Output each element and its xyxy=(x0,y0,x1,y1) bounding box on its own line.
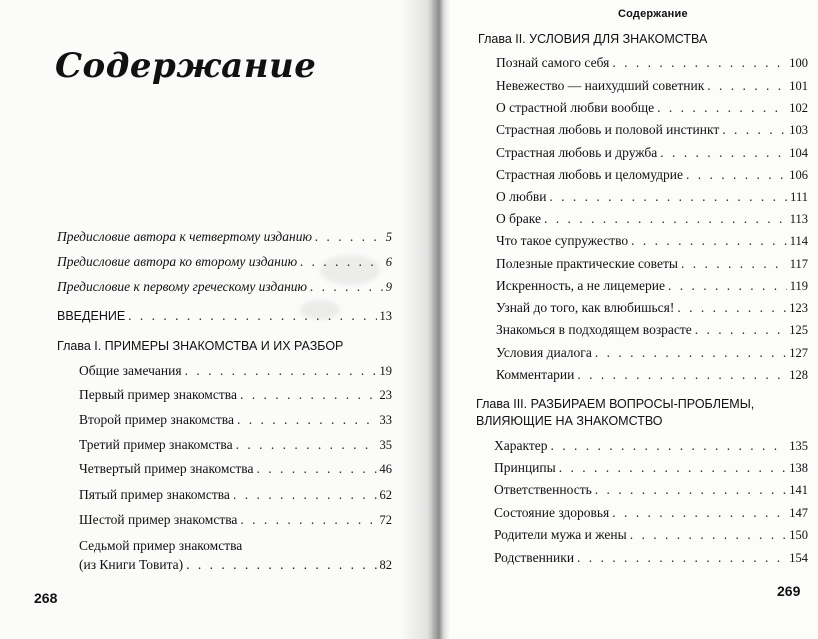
toc-entry[interactable] xyxy=(79,387,392,403)
toc-entry-page: 62 xyxy=(379,488,392,502)
book-gutter-shadow xyxy=(400,0,450,639)
toc-entry[interactable] xyxy=(79,437,392,453)
toc-entry-title: Ответственность xyxy=(494,482,592,497)
toc-entry[interactable] xyxy=(79,487,392,503)
toc-entry-title: Искренность, а не лицемерие xyxy=(496,278,666,293)
toc-entry-multiline[interactable] xyxy=(79,536,392,575)
toc-entry-page: 9 xyxy=(385,280,392,294)
toc-leader xyxy=(559,460,787,476)
toc-entry[interactable] xyxy=(79,461,392,477)
toc-entry-page: 113 xyxy=(789,212,808,226)
toc-leader xyxy=(707,78,786,94)
toc-entry[interactable] xyxy=(496,367,808,383)
toc-entry-title: Общие замечания xyxy=(79,363,182,378)
toc-entry-page: 19 xyxy=(379,364,392,378)
toc-entry[interactable] xyxy=(496,167,808,183)
toc-entry-page: 100 xyxy=(789,56,808,70)
toc-leader xyxy=(240,387,377,403)
toc-entry-page: 13 xyxy=(379,309,392,323)
toc-entry-page: 23 xyxy=(379,388,392,402)
toc-entry[interactable] xyxy=(494,438,808,454)
toc-entry-introduction[interactable] xyxy=(57,308,392,324)
toc-entry-page: 6 xyxy=(385,255,392,269)
toc-leader xyxy=(185,363,377,379)
toc-leader xyxy=(686,167,786,183)
toc-entry-title: Страстная любовь и целомудрие xyxy=(496,167,683,182)
toc-entry-title: Четвертый пример знакомства xyxy=(79,461,254,476)
toc-entry-title: Предисловие автора к четвертому изданию xyxy=(57,229,312,244)
right-page xyxy=(432,0,818,639)
toc-entry[interactable] xyxy=(494,550,808,566)
toc-leader xyxy=(681,256,787,272)
toc-entry-title: Третий пример знакомства xyxy=(79,437,233,452)
toc-entry-title: О страстной любви вообще xyxy=(496,100,655,115)
toc-leader xyxy=(612,505,786,521)
toc-entry-title: Комментарии xyxy=(496,367,575,382)
toc-entry-page: 46 xyxy=(379,462,392,476)
toc-entry-title: Предисловие автора ко второму изданию xyxy=(57,254,298,269)
chapter-heading: Глава II. УСЛОВИЯ ДЛЯ ЗНАКОМСТВА xyxy=(478,32,708,46)
toc-entry[interactable] xyxy=(496,55,808,71)
toc-leader xyxy=(240,512,376,528)
toc-entry-title: Состояние здоровья xyxy=(494,505,610,520)
toc-entry[interactable] xyxy=(57,229,392,245)
page-title: Содержание xyxy=(55,46,317,86)
toc-entry-page: 117 xyxy=(789,257,808,271)
toc-entry-page: 147 xyxy=(789,506,808,520)
toc-entry-title: Условия диалога xyxy=(496,345,592,360)
toc-entry[interactable] xyxy=(496,211,808,227)
toc-entry-title: Страстная любовь и половой инстинкт xyxy=(496,122,720,137)
toc-leader xyxy=(186,555,376,574)
toc-entry-page: 103 xyxy=(789,123,808,137)
toc-entry-title: Принципы xyxy=(494,460,556,475)
toc-entry-title: Познай самого себя xyxy=(496,55,610,70)
toc-leader xyxy=(551,438,787,454)
toc-entry[interactable] xyxy=(496,100,808,116)
toc-leader xyxy=(612,55,786,71)
toc-entry-title: Узнай до того, как влюбишься! xyxy=(496,300,675,315)
toc-entry-title: ВВЕДЕНИЕ xyxy=(57,309,126,323)
toc-entry-title: Первый пример знакомства xyxy=(79,387,237,402)
toc-entry-title: Полезные практические советы xyxy=(496,256,678,271)
toc-leader xyxy=(236,437,377,453)
toc-entry-page: 106 xyxy=(789,168,808,182)
toc-entry-page: 72 xyxy=(379,513,392,527)
toc-entry-page: 135 xyxy=(789,439,808,453)
print-smudge xyxy=(320,255,380,285)
toc-entry-title: Второй пример знакомства xyxy=(79,412,234,427)
toc-entry-page: 35 xyxy=(379,438,392,452)
toc-leader xyxy=(631,233,787,249)
toc-entry[interactable] xyxy=(79,363,392,379)
toc-leader xyxy=(695,322,786,338)
toc-leader xyxy=(257,461,377,477)
toc-leader xyxy=(595,345,786,361)
running-head: Содержание xyxy=(618,8,688,20)
toc-entry-page: 125 xyxy=(789,323,808,337)
toc-leader xyxy=(544,211,787,227)
toc-leader xyxy=(595,482,786,498)
toc-leader xyxy=(577,550,786,566)
toc-entry[interactable] xyxy=(494,527,808,543)
toc-entry-title-line1: Седьмой пример знакомства xyxy=(79,538,243,553)
toc-entry[interactable] xyxy=(496,256,808,272)
toc-entry[interactable] xyxy=(494,505,808,521)
toc-entry[interactable] xyxy=(496,145,808,161)
toc-leader xyxy=(233,487,377,503)
toc-entry-title: Родители мужа и жены xyxy=(494,527,627,542)
toc-leader xyxy=(722,122,786,138)
toc-entry-title: Страстная любовь и дружба xyxy=(496,145,658,160)
print-smudge xyxy=(300,300,340,320)
toc-entry-title: Знакомься в подходящем возрасте xyxy=(496,322,692,337)
toc-entry-title: Пятый пример знакомства xyxy=(79,487,230,502)
toc-entry[interactable] xyxy=(496,189,808,205)
toc-entry-page: 128 xyxy=(789,368,808,382)
toc-leader xyxy=(657,100,786,116)
toc-entry-title: Невежество — наихудший советник xyxy=(496,78,705,93)
toc-leader xyxy=(660,145,786,161)
toc-entry-page: 114 xyxy=(789,234,808,248)
toc-entry-page: 101 xyxy=(789,79,808,93)
chapter-heading-line1: Глава III. РАЗБИРАЕМ ВОПРОСЫ-ПРОБЛЕМЫ, xyxy=(476,397,755,411)
toc-entry-page: 33 xyxy=(379,413,392,427)
toc-leader xyxy=(577,367,786,383)
toc-leader xyxy=(315,229,383,245)
chapter-heading: Глава I. ПРИМЕРЫ ЗНАКОМСТВА И ИХ РАЗБОР xyxy=(57,339,344,353)
toc-entry-title: Что такое супружество xyxy=(496,233,629,248)
toc-entry[interactable] xyxy=(496,122,808,138)
toc-leader xyxy=(630,527,787,543)
toc-entry-title: Предисловие к первому греческому изданию xyxy=(57,279,308,294)
toc-entry[interactable] xyxy=(496,233,808,249)
toc-leader xyxy=(237,412,377,428)
page-number: 269 xyxy=(777,583,801,599)
toc-entry-title: Шестой пример знакомства xyxy=(79,512,238,527)
toc-entry-page: 119 xyxy=(789,279,808,293)
toc-entry[interactable] xyxy=(494,460,808,476)
toc-entry-page: 138 xyxy=(789,461,808,475)
toc-leader xyxy=(549,189,787,205)
toc-entry-page: 102 xyxy=(789,101,808,115)
toc-entry[interactable] xyxy=(496,278,808,294)
toc-entry[interactable] xyxy=(496,78,808,94)
toc-entry-title: О браке xyxy=(496,211,541,226)
toc-entry-page: 104 xyxy=(789,146,808,160)
toc-entry-page: 82 xyxy=(379,558,392,572)
chapter-heading-line2: ВЛИЯЮЩИЕ НА ЗНАКОМСТВО xyxy=(476,414,663,428)
toc-entry[interactable] xyxy=(79,412,392,428)
toc-leader xyxy=(668,278,787,294)
toc-entry-page: 5 xyxy=(385,230,392,244)
toc-entry[interactable] xyxy=(496,345,808,361)
toc-entry[interactable] xyxy=(494,482,808,498)
toc-entry-title-line2: (из Книги Товита) xyxy=(79,557,184,572)
toc-entry[interactable] xyxy=(79,512,392,528)
page-number: 268 xyxy=(34,590,58,606)
toc-entry-page: 127 xyxy=(789,346,808,360)
toc-entry-page: 141 xyxy=(789,483,808,497)
toc-entry-page: 154 xyxy=(789,551,808,565)
toc-entry-page: 150 xyxy=(789,528,808,542)
toc-leader xyxy=(677,300,786,316)
toc-entry[interactable] xyxy=(496,322,808,338)
toc-entry-title: О любви xyxy=(496,189,547,204)
toc-entry-page: 111 xyxy=(790,190,808,204)
toc-entry[interactable] xyxy=(496,300,808,316)
toc-entry-title: Родственники xyxy=(494,550,575,565)
toc-entry-page: 123 xyxy=(789,301,808,315)
toc-entry-title: Характер xyxy=(494,438,548,453)
